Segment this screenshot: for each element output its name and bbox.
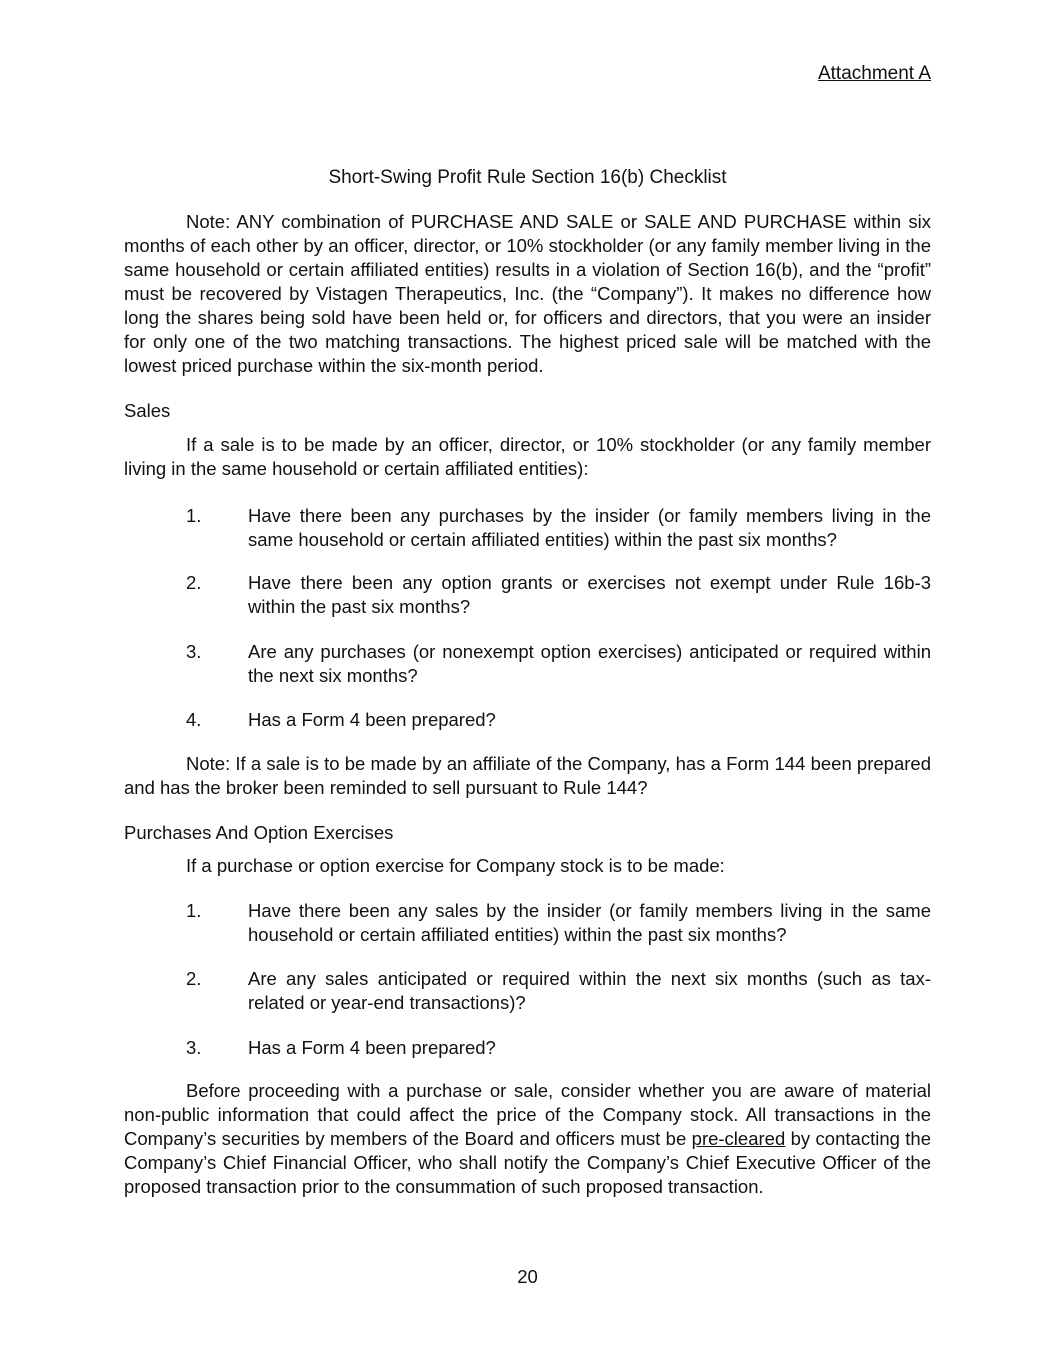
list-item-text: Are any purchases (or nonexempt option exercises) anticipated or required within the next six months? [248,641,931,686]
list-item-number: 2. [186,968,202,989]
list-item-number: 1. [186,900,202,921]
page-number: 20 [517,1266,538,1287]
intro-note-text: Note: ANY combination of PURCHASE AND SALE or SALE AND PURCHASE within six months of each other by an officer, director, or 10% stockholder (or any family member living in the same household or certain affiliated entities) results in a violation of Section 16(b), and the “profit” must be recovered by Vistagen Therapeutics, Inc. (the “Company”). It makes no difference how long the shares being sold have been held or, for officers and directors, that you were an insider for only one of the two matching transactions. The highest priced sale will be matched with the lowest priced purchase within the six-month period. [124,211,931,376]
list-item-number: 3. [186,641,202,662]
list-item-text: Have there been any option grants or exercises not exempt under Rule 16b-3 within the past six months? [248,572,931,617]
sales-lead-text: If a sale is to be made by an officer, director, or 10% stockholder (or any family member living in the same household or certain affiliated entities): [124,434,931,479]
list-item-number: 1. [186,505,202,526]
list-item-number: 3. [186,1037,202,1058]
list-item-number: 2. [186,572,202,593]
sales-note-text: Note: If a sale is to be made by an affiliate of the Company, has a Form 144 been prepared and has the broker been reminded to sell pursuant to Rule 144? [124,753,931,798]
closing-text-before: Before proceeding with a purchase or sale, consider whether you are aware of material non-public information that could affect the price of the Company stock. All transactions in the Company’s securities by members of the Board and officers must be [124,1080,931,1149]
page-title: Short-Swing Profit Rule Section 16(b) Checklist [328,167,727,188]
attachment-label: Attachment A [817,63,931,84]
list-item-text: Have there been any purchases by the insider (or family members living in the same household or certain affiliated entities) within the past six months? [248,505,931,550]
list-item-text: Has a Form 4 been prepared? [248,709,496,730]
closing-text [124,1079,931,1199]
list-item-text: Has a Form 4 been prepared? [248,1037,496,1058]
sales-note [124,752,931,800]
closing-paragraph [124,1079,931,1199]
list-item-number: 4. [186,709,202,730]
sales-lead [124,433,931,481]
purchases-heading: Purchases And Option Exercises [124,822,394,843]
purchases-lead-text: If a purchase or option exercise for Company stock is to be made: [186,855,725,876]
list-item-text: Are any sales anticipated or required within the next six months (such as tax-related or year-end transactions)? [248,968,931,1013]
pre-cleared-emphasis: pre-cleared [691,1128,786,1149]
intro-note [124,210,931,378]
closing-text-after: by contacting the Company’s Chief Financial Officer, who shall notify the Company’s Chief Executive Officer of the proposed transaction prior to the consummation of such proposed transaction. [124,1128,932,1197]
list-item-text: Have there been any sales by the insider (or family members living in the same household or certain affiliated entities) within the past six months? [248,900,931,945]
sales-heading: Sales [124,400,171,421]
purchases-lead [124,854,931,878]
